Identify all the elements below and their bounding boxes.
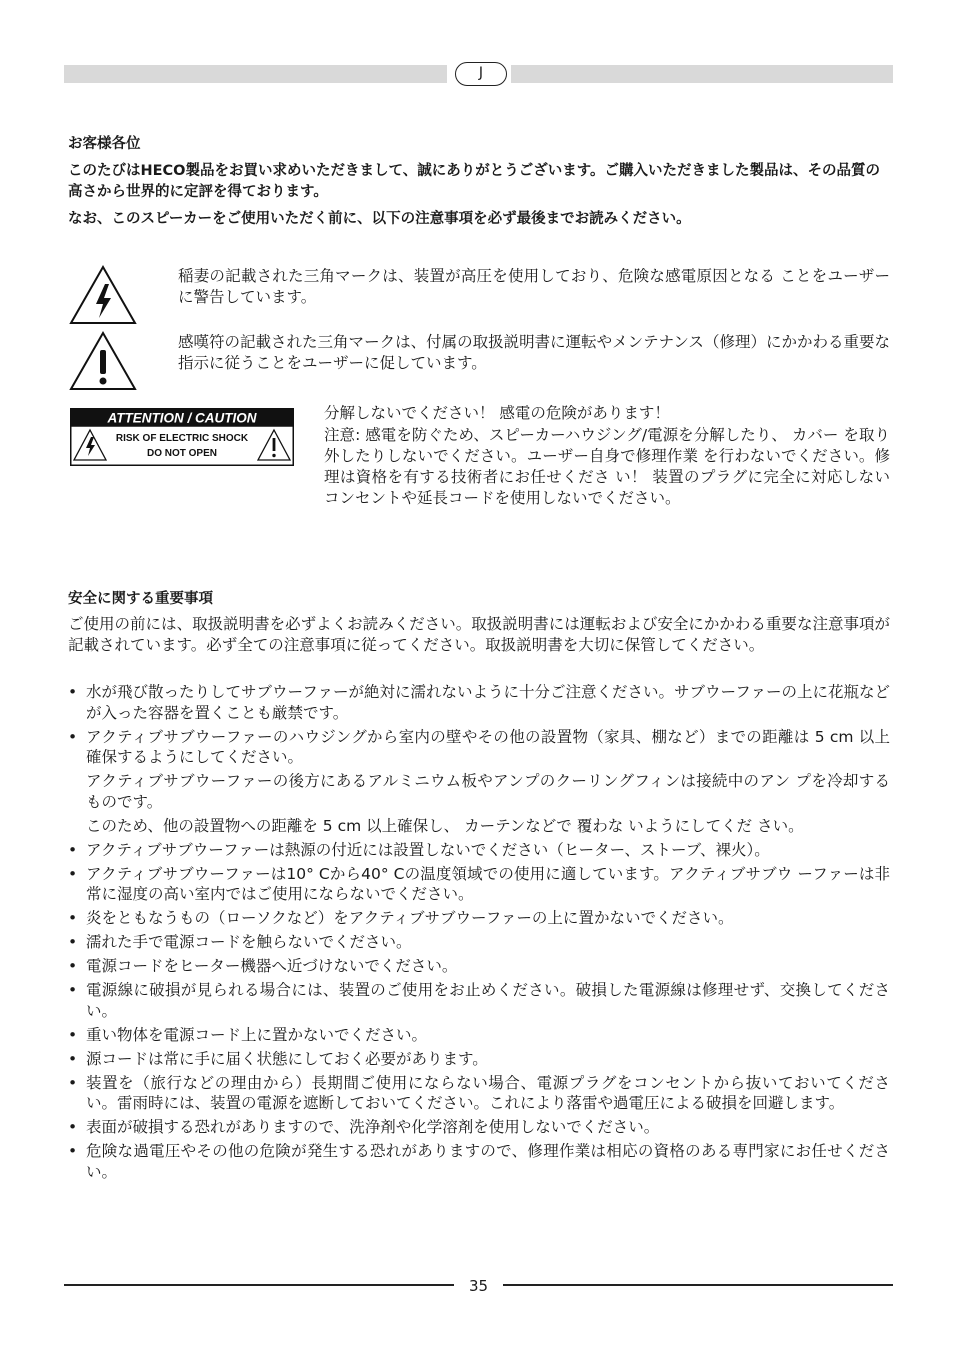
lightning-warning-text: 稲妻の記載された三角マークは、装置が高圧を使用しており、危険な感電原因となる ことをユーザーに警告しています。 — [178, 267, 890, 306]
intro-paragraph-1: このたびはHECO製品をお買い求めいただきまして、誠にありがとうございます。ご購入いただきました製品は、その品質の高さから世界的に定評を得ております。 — [68, 163, 881, 200]
list-item: • 重い物体を電源コード上に置かないでください。 — [68, 1025, 428, 1044]
caution-text-1: 分解しないでください！ 感電の危険があります！ — [324, 404, 670, 422]
exclamation-warning-icon — [68, 330, 138, 392]
list-item: • 濡れた手で電源コードを触らないでください。 — [68, 933, 412, 951]
page-number: 35 — [468, 1277, 489, 1295]
safety-intro: ご使用の前には、取扱説明書を必ずよくお読みください。取扱説明書には運転および安全にかかわる重要な注意事項が記載されています。必ず全ての注意事項に従ってください。取扱説明書を大切に保管してください。 — [68, 615, 890, 654]
list-item: • 源コードは常に手に届く状態にしておく必要があります。 — [68, 1049, 488, 1068]
list-item: • アクティブサブウーファーのハウジングから室内の壁やその他の設置物（家具、棚など）までの距離は 5 cm 以上確保するようにしてください。 アクティブサブウーファーの後方にあるアルミニウム板やアンプのクーリングフィンは接続中のアン プを冷却するものです。 このため、他の設置物への距離を 5 cm 以上確保し、 カーテンなどで 覆わな いようにしてくだ さい。 — [68, 727, 890, 835]
list-item: • 炎をともなうもの（ローソクなど）をアクティブサブウーファーの上に置かないでください。 — [68, 909, 734, 927]
list-item: • アクティブサブウーファーは10° Cから40° Cの温度領域での使用に適しています。アクティブサブウ ーファーは非常に湿度の高い室内ではご使用にならないでください。 — [68, 864, 890, 903]
safety-list — [68, 682, 890, 1186]
list-item: • 電源線に破損が見られる場合には、装置のご使用をお止めください。破損した電源線は修理せず、交換してください。 — [68, 981, 890, 1020]
list-item: • 危険な過電圧やその他の危険が発生する恐れがありますので、修理作業は相応の資格のある専門家にお任せください。 — [68, 1142, 890, 1181]
header-bar-left — [64, 65, 447, 83]
intro-section — [68, 134, 894, 236]
footer-rule-right — [503, 1284, 893, 1286]
caution-label-title: ATTENTION / CAUTION — [107, 410, 257, 426]
list-item: • 装置を（旅行などの理由から）長期間ご使用にならない場合、電源プラグをコンセントから抜いておいてください。雷雨時には、装置の電源を遮断しておいてください。これにより落雷や過電圧による破損を回避します。 — [68, 1073, 890, 1112]
caution-label — [70, 408, 294, 466]
list-item-subparagraph: アクティブサブウーファーの後方にあるアルミニウム板やアンプのクーリングフィンは接続中のアン プを冷却するものです。 — [86, 772, 890, 811]
intro-paragraph-2: なお、このスピーカーをご使用いただく前に、以下の注意事項を必ず最後までお読みください。 — [68, 211, 691, 227]
footer-rule-left — [64, 1284, 454, 1286]
caution-label-line1: RISK OF ELECTRIC SHOCK — [115, 433, 249, 444]
caution-label-line2: DO NOT OPEN — [146, 448, 218, 459]
safety-section-title: 安全に関する重要事項 — [68, 591, 213, 607]
language-badge: J — [455, 62, 507, 86]
lightning-warning-icon — [68, 264, 138, 326]
list-item: • 電源コードをヒーター機器へ近づけないでください。 — [68, 957, 458, 975]
list-item: • 表面が破損する恐れがありますので、洗浄剤や化学溶剤を使用しないでください。 — [68, 1118, 660, 1136]
caution-text-2: 注意: 感電を防ぐため、スピーカーハウジング/電源を分解したり、 カバー を取り外したりしないでください。ユーザー自身で修理作業 を行わないでください。修理は資格を有する技術者にお任せくださ い！ 装置のプラグに完全に対応しないコンセントや延長コードを使用しないでください。 — [324, 426, 890, 507]
list-item-subparagraph: このため、他の設置物への距離を 5 cm 以上確保し、 カーテンなどで 覆わな いようにしてくだ さい。 — [86, 816, 804, 835]
exclamation-warning-text: 感嘆符の記載された三角マークは、付属の取扱説明書に運転やメンテナンス（修理）にかかわる重要な指示に従うことをユーザーに促しています。 — [178, 333, 890, 372]
list-item: • アクティブサブウーファーは熱源の付近には設置しないでください（ヒーター、ストーブ、裸火）。 — [68, 840, 770, 859]
salutation: お客様各位 — [68, 136, 141, 152]
list-item: • 水が飛び散ったりしてサブウーファーが絶対に濡れないように十分ご注意ください。サブウーファーの上に花瓶などが入った容器を置くことも厳禁です。 — [68, 683, 890, 722]
header-bar-right — [511, 65, 893, 83]
